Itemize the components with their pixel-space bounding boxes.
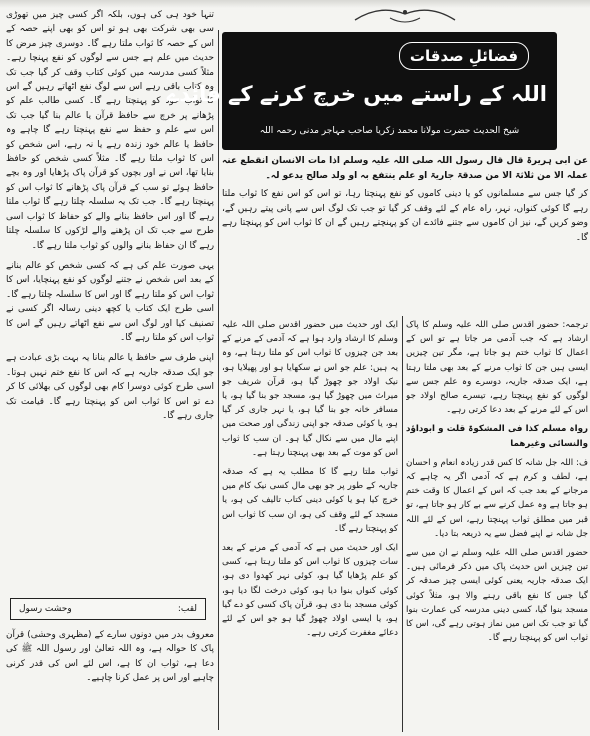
series-banner: فضائلِ صدقات [399,42,529,70]
translation-paragraph: ترجمہ: حضور اقدس صلی اللہ علیہ وسلم کا پاک ارشاد ہے کہ جب آدمی مر جاتا ہے تو اس کے اعمال کا ثواب ختم ہو جاتا ہے، مگر تین چیزیں ایسی ہیں جن کا ثواب مرنے کے بعد بھی ملتا رہتا ہے، ایک صدقہ جاریہ، دوسرے وہ علم جس سے لوگوں کو نفع پہنچتا رہے، تیسرے صالح اولاد جو اس کے لئے مرنے کے بعد دعا کرتی رہے۔ [406,320,588,416]
commentary-paragraph: ف: اللہ جل شانہ کا کس قدر زیادہ انعام و احسان ہے، لطف و کرم ہے کہ آدمی اگر یہ چاہے کہ مرجانے کے بعد جب کہ اس کے اعمال کا وقت ختم ہو جاتا ہے وہ عمل کرنے سے بے کار ہو جاتا ہے، تو قبر میں مطلق ثواب پہنچتا رہے، اس کے لئے اللہ جل شانہ نے اپنے فضل سے یہ ذریعہ بتا دیا۔ [406,457,588,539]
laqab-box [10,598,206,620]
hadith-reference: رواہ مسلم کذا فی المشکوۃ قلت و ابوداؤد والنسائی وغیرھما [406,424,588,449]
arabic-hadith: عن ابی ہریرۃ قال قال رسول اللہ صلی اللہ علیہ وسلم اذا مات الانسان انقطع عنہ عملہ الا من ثلاثۃ الا من صدقۃ جاریۃ او علم ینتفع بہ او ولد صالح یدعو لہ۔ [222,156,588,181]
laqab-label: لقب: [177,604,197,614]
laqab-value: وحشت رسول [19,604,72,614]
left-article-column [6,8,214,734]
left-paragraph: تنہا خود ہی کی ہوں، بلکہ اگر کسی چیز میں تھوڑی سی بھی شرکت بھی ہو تو اس کو بھی اپنے حصہ کے اس کے حصہ کا ثواب ملتا رہے گا۔ دوسری چیز مرض کا حدیث میں علم ہے جس سے لوگوں کو نفع پہنچا رہے۔ مثلاً کسی مدرسہ میں کوئی کتاب وقف کر گیا جب تک وہ کتاب باقی رہے اس سے لوگ نفع اٹھاتے رہیں گے اس کا ثواب خود کو پہنچتا رہے گا۔ کسی طالب علم کو پڑھانے پر خرچ سے حافظ قرآن یا عالم بنا گیا جب تک اس سے علم و حفظ سے نفع پہنچتا رہے گا چاہے وہ حافظ یا عالم خود زندہ رہے یا نہ رہے، اس شخص کو اس کا ثواب ملتا رہے گا۔ مثلاً کسی شخص کو حافظ بنایا تھا، اس نے اور بچوں کو قرآن پاک پڑھایا اور وہ بچے حافظ ہوئے تو سب کے قرآن پاک پڑھانے کا ثواب اس کو پہنچتا رہے گا۔ جب تک یہ سلسلہ چلتا رہے گا ثواب ملتا رہے گا اور اس حافظ بنانے والے کو حفاظ کا ثواب اسی طرح سے جب تک ان پڑھنے والے لڑکوں کا سلسلہ چلتا رہے گا ان حفاظ بنانے والوں کو ثواب ملتا رہے گا۔ [6,10,214,251]
mid-paragraph: ایک اور حدیث میں حضور اقدس صلی اللہ علیہ وسلم کا ارشاد وارد ہوا ہے کہ آدمی کے مرنے کے بعد جن چیزوں کا ثواب اس کو ملتا رہتا ہے، وہ یہ ہیں: علم جو اس نے سکھایا ہو اور پھیلایا ہو، نیک اولاد جو چھوڑ گیا ہو، قرآن شریف جو میراث میں چھوڑ گیا ہو، مسجد جو بنا گیا ہو، یا مسافر خانہ جو بنا گیا ہو، یا نہر جاری کر گیا ہو، یا کوئی صدقہ جو اپنی زندگی اور صحت میں اپنے مال میں سے نکال گیا ہو۔ ان سب کا ثواب اس کو موت کے بعد بھی پہنچتا رہتا ہے۔ [222,320,398,458]
mid-paragraph: ثواب ملتا رہے گا کا مطلب یہ ہے کہ صدقہ جاریہ کے طور پر جو بھی مال کسی نیک کام میں خرچ کیا ہو یا کوئی دینی کتاب تالیف کی ہو، یا مسجد کے لئے وقف کی ہو، ان سب کا ثواب اس کو پہنچتا رہے گا۔ [222,467,398,534]
laqab-text-block [6,628,214,686]
intro-block [222,154,588,246]
left-paragraph: اپنی طرف سے حافظ یا عالم بنانا یہ بہت بڑی عبادت ہے جو ایک صدقہ جاریہ ہے کہ اس کا نفع ختم نہیں ہوتا۔ اسی طرح کوئی دوسرا کام بھی لوگوں کی بھلائی کا کر دے تو اس کا ثواب اس کو پہنچتا رہے گا۔ قیامت تک جاری رہے گا۔ [6,353,214,421]
article-header [166,32,557,150]
commentary-paragraph: حضور اقدس صلی اللہ علیہ وسلم نے ان میں سے تین چیزیں اس حدیث پاک میں ذکر فرمائی ہیں۔ ایک صدقہ جاریہ یعنی کوئی ایسی چیز صدقہ کر گیا جس کا نفع باقی رہنے والا ہو، مثلاً کوئی مسجد بنوا گیا، کسی دینی مدرسہ کی عمارت بنوا گیا تو جب تک اس میں نماز ہوتی رہے گی، اس کا ثواب اس کو پہنچتا رہے گا۔ [406,548,588,644]
mid-paragraph: ایک اور حدیث میں ہے کہ آدمی کے مرنے کے بعد سات چیزوں کا ثواب اس کو ملتا رہتا ہے، کسی کو علم پڑھایا گیا ہو، کوئی نہر کھدوا دی ہو، کوئی کنواں بنوا دیا ہو، کوئی درخت لگا دیا ہو، کوئی مسجد بنا دی ہو، قرآن پاک کسی کو دے گیا ہو، یا ایسی اولاد چھوڑ گیا ہو جو اس کے لئے دعائے مغفرت کرتی رہے۔ [222,543,398,639]
column-divider [402,316,403,732]
intro-paragraph: کر گیا جس سے مسلمانوں کو یا دینی کاموں کو نفع پہنچتا رہا، تو اس کو اس نفع کا ثواب ملتا رہے گا کوئی کنواں، نہر، راہ عام کے لئے وقف کر گیا تو جب تک لوگ اس سے پانی پیتے رہیں گے، وضو کریں گے، نیز ان کاموں سے جتنے فائدے ان کو پہنچتے رہیں گے ان کا ثواب اس کو پہنچتا رہے گا۔ [222,189,588,243]
middle-article-column [222,318,398,732]
page-top-edge [0,0,590,8]
right-article-column [406,318,588,732]
laqab-paragraph: معروف بدر میں دونوں سارے کے (مظہری وحشی) قرآن پاک کا حوالہ ہے، وہ اللہ تعالیٰ اور رسول اللہ ﷺ کی دعا ہے، ثواب ان کا ہے، اس لئے اس کی قدر کرنی چاہیے اور اس پر عمل کرنا چاہیے۔ [6,630,214,684]
left-paragraph: یہی صورت علم کی ہے کہ کسی شخص کو عالم بنانے کے بعد اس شخص نے جتنے لوگوں کو نفع پہنچایا، اس کا ثواب اس کو ملتا رہے گا اور اس کا سلسلہ چلتا رہے گا۔ اسی طرح ایک کتاب یا کچھ دینی رسالہ اگر کسی نے تصنیف کیا اور لوگ اس سے نفع اٹھاتے رہیں گے اس کا ثواب اس کو ملتا رہے گا۔ [6,260,214,343]
article-byline: شیخ الحدیث حضرت مولانا محمد زکریا صاحب مہاجر مدنی رحمہ اللہ [259,126,520,136]
article-title: اللہ کے راستے میں خرچ کرنے کے فائدے [166,82,547,106]
decorative-ornament-icon [350,2,460,28]
column-divider [218,30,219,730]
